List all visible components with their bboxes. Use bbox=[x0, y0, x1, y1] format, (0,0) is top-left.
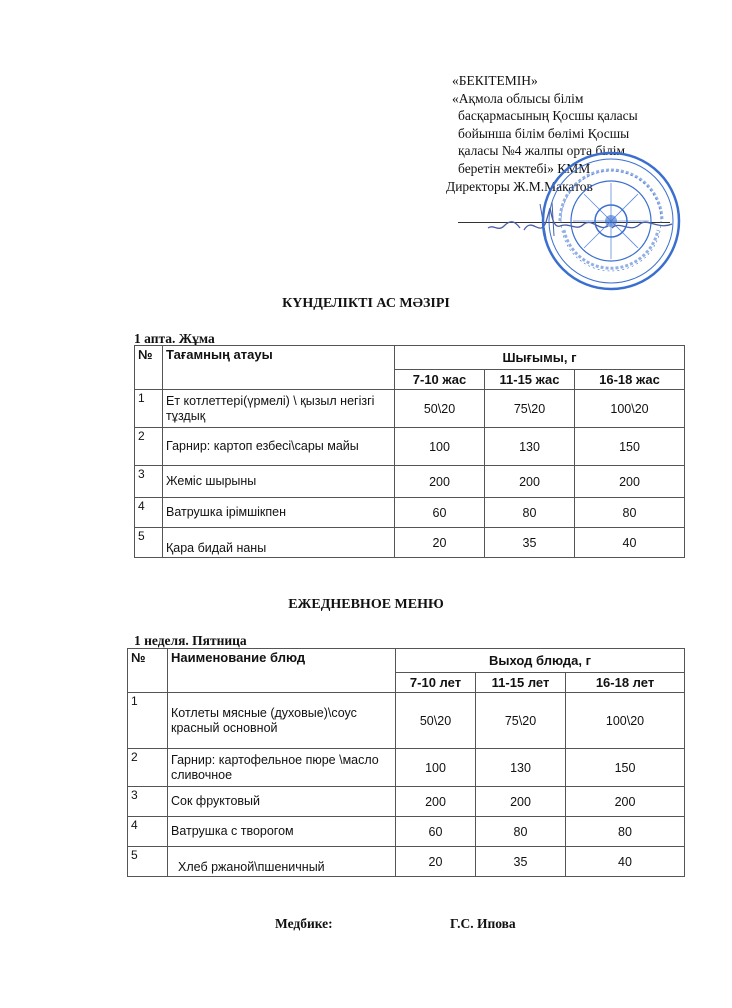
dish-name: Котлеты мясные (духовые)\соус красный основной bbox=[168, 693, 396, 749]
yield-value: 200 bbox=[485, 466, 575, 498]
yield-value: 75\20 bbox=[485, 390, 575, 428]
dish-name: Ет котлеттері(үрмелі) \ қызыл негізгі тұздық bbox=[163, 390, 395, 428]
yield-value: 100 bbox=[396, 749, 476, 787]
kz-menu-table bbox=[134, 345, 685, 558]
yield-value: 130 bbox=[485, 428, 575, 466]
ru-menu-title: ЕЖЕДНЕВНОЕ МЕНЮ bbox=[288, 597, 444, 612]
table-row bbox=[135, 428, 685, 466]
footer-person: Г.С. Ипова bbox=[450, 916, 516, 931]
dish-name: Ватрушка с творогом bbox=[168, 817, 396, 847]
row-num: 4 bbox=[128, 817, 168, 847]
row-num: 5 bbox=[135, 528, 163, 558]
approval-line: қаласы №4 жалпы орта білім bbox=[458, 143, 626, 159]
yield-value: 20 bbox=[396, 847, 476, 877]
yield-value: 200 bbox=[476, 787, 566, 817]
yield-value: 80 bbox=[476, 817, 566, 847]
yield-value: 200 bbox=[396, 787, 476, 817]
col-age-header: 7-10 лет bbox=[396, 673, 476, 693]
table-row bbox=[128, 749, 685, 787]
table-header-row bbox=[128, 649, 685, 673]
row-num: 3 bbox=[135, 466, 163, 498]
row-num: 2 bbox=[135, 428, 163, 466]
ru-week-label: 1 неделя. Пятница bbox=[134, 633, 247, 648]
approval-line: беретін мектебі» КММ bbox=[458, 160, 591, 176]
approval-line: «Ақмола облысы білім bbox=[452, 90, 584, 106]
yield-value: 75\20 bbox=[476, 693, 566, 749]
col-name-header: Тағамның атауы bbox=[163, 346, 395, 390]
col-age-header: 16-18 жас bbox=[575, 370, 685, 390]
footer-role: Медбике: bbox=[275, 916, 333, 931]
yield-value: 60 bbox=[395, 498, 485, 528]
approval-line: басқармасының Қосшы қаласы bbox=[458, 108, 638, 124]
table-row bbox=[128, 817, 685, 847]
dish-name: Гарнир: картофельное пюре \масло сливочное bbox=[168, 749, 396, 787]
col-yield-header: Выход блюда, г bbox=[396, 649, 685, 673]
yield-value: 100\20 bbox=[575, 390, 685, 428]
dish-name: Ватрушка ірімшікпен bbox=[163, 498, 395, 528]
row-num: 4 bbox=[135, 498, 163, 528]
dish-name: Қара бидай наны bbox=[163, 528, 395, 558]
col-age-header: 7-10 жас bbox=[395, 370, 485, 390]
dish-name: Гарнир: картоп езбесі\сары майы bbox=[163, 428, 395, 466]
yield-value: 35 bbox=[476, 847, 566, 877]
ru-menu-table bbox=[127, 648, 685, 877]
table-row bbox=[128, 787, 685, 817]
yield-value: 80 bbox=[575, 498, 685, 528]
table-row bbox=[135, 390, 685, 428]
dish-name: Жеміс шырыны bbox=[163, 466, 395, 498]
yield-value: 130 bbox=[476, 749, 566, 787]
dish-name: Сок фруктовый bbox=[168, 787, 396, 817]
row-num: 1 bbox=[135, 390, 163, 428]
row-num: 2 bbox=[128, 749, 168, 787]
yield-value: 50\20 bbox=[396, 693, 476, 749]
yield-value: 200 bbox=[575, 466, 685, 498]
yield-value: 20 bbox=[395, 528, 485, 558]
approval-line: «БЕКІТЕМІН» bbox=[452, 73, 538, 88]
kz-week-label: 1 апта. Жұма bbox=[134, 331, 215, 346]
table-row bbox=[135, 498, 685, 528]
table-row bbox=[135, 528, 685, 558]
row-num: 5 bbox=[128, 847, 168, 877]
dish-name: Хлеб ржаной\пшеничный bbox=[168, 847, 396, 877]
yield-value: 40 bbox=[575, 528, 685, 558]
yield-value: 40 bbox=[566, 847, 685, 877]
yield-value: 80 bbox=[566, 817, 685, 847]
yield-value: 150 bbox=[566, 749, 685, 787]
table-header-row bbox=[135, 346, 685, 370]
table-row bbox=[135, 466, 685, 498]
col-age-header: 16-18 лет bbox=[566, 673, 685, 693]
row-num: 3 bbox=[128, 787, 168, 817]
yield-value: 200 bbox=[566, 787, 685, 817]
yield-value: 200 bbox=[395, 466, 485, 498]
col-name-header: Наименование блюд bbox=[168, 649, 396, 693]
yield-value: 35 bbox=[485, 528, 575, 558]
col-yield-header: Шығымы, г bbox=[395, 346, 685, 370]
kz-menu-title: КҮНДЕЛІКТІ АС МӘЗІРІ bbox=[282, 296, 450, 311]
col-age-header: 11-15 жас bbox=[485, 370, 575, 390]
yield-value: 50\20 bbox=[395, 390, 485, 428]
yield-value: 100\20 bbox=[566, 693, 685, 749]
yield-value: 100 bbox=[395, 428, 485, 466]
yield-value: 150 bbox=[575, 428, 685, 466]
col-num-header: № bbox=[135, 346, 163, 390]
approval-line: бойынша білім бөлімі Қосшы bbox=[458, 125, 630, 141]
row-num: 1 bbox=[128, 693, 168, 749]
col-num-header: № bbox=[128, 649, 168, 693]
school-seal bbox=[540, 150, 682, 292]
director-line: Директоры Ж.М.Макатов bbox=[446, 178, 593, 194]
yield-value: 60 bbox=[396, 817, 476, 847]
yield-value: 80 bbox=[485, 498, 575, 528]
table-row bbox=[128, 693, 685, 749]
col-age-header: 11-15 лет bbox=[476, 673, 566, 693]
table-row bbox=[128, 847, 685, 877]
